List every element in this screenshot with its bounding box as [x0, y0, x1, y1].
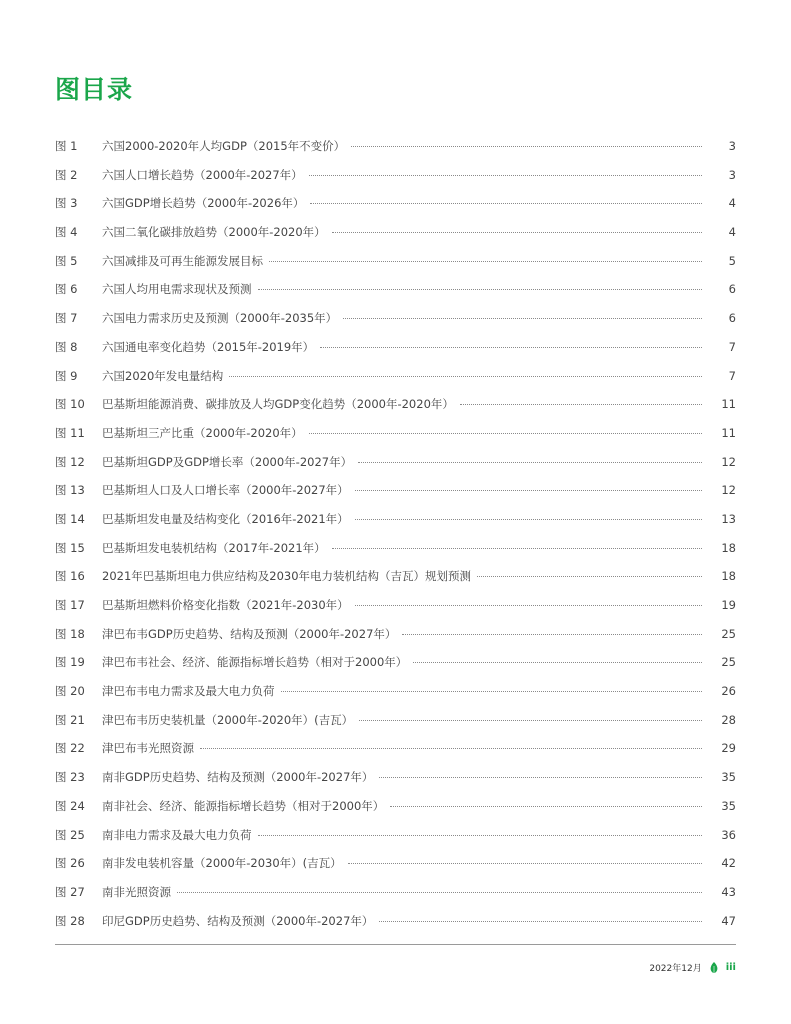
figure-page-number: 18	[721, 540, 736, 555]
dot-leader	[320, 347, 702, 348]
figure-page-number: 12	[721, 454, 736, 469]
toc-entry[interactable]	[55, 390, 736, 419]
figure-title: 津巴布韦光照资源	[102, 741, 194, 756]
figure-page-number: 25	[721, 655, 736, 670]
toc-entry[interactable]	[55, 821, 736, 850]
figure-title: 六国2000-2020年人均GDP（2015年不变价）	[102, 139, 346, 153]
dot-leader	[343, 318, 702, 319]
figure-title: 六国2020年发电量结构	[102, 368, 224, 383]
toc-entry[interactable]	[55, 849, 736, 878]
figure-page-number: 35	[721, 770, 736, 785]
dot-leader	[359, 720, 702, 721]
figure-number: 图 24	[55, 798, 85, 813]
dot-leader	[390, 806, 702, 807]
figure-page-number: 4	[728, 196, 736, 211]
figure-number: 图 14	[55, 511, 85, 526]
figure-page-number: 11	[721, 425, 736, 440]
toc-entry[interactable]	[55, 419, 736, 448]
toc-entry[interactable]	[55, 304, 736, 333]
dot-leader	[229, 376, 702, 377]
figure-number: 图 26	[55, 856, 85, 871]
dot-leader	[379, 777, 702, 778]
figure-number: 图 12	[55, 454, 85, 469]
figure-page-number: 6	[728, 311, 736, 326]
toc-entry[interactable]	[55, 448, 736, 477]
figure-title: 津巴布韦GDP历史趋势、结构及预测（2000年-2027年）	[102, 626, 397, 641]
figure-number: 图 11	[55, 425, 85, 440]
figure-page-number: 12	[721, 483, 736, 498]
page-title: 图目录	[55, 75, 134, 104]
figure-title: 津巴布韦电力需求及最大电力负荷	[102, 684, 275, 699]
figure-number: 图 15	[55, 540, 85, 555]
toc-entry[interactable]	[55, 189, 736, 218]
figure-title: 六国电力需求历史及预测（2000年-2035年）	[102, 311, 338, 326]
figure-number: 图 25	[55, 827, 85, 842]
figure-page-number: 29	[721, 741, 736, 756]
figure-number: 图 10	[55, 397, 85, 412]
dot-leader	[402, 634, 702, 635]
figure-page-number: 43	[721, 884, 736, 899]
figure-title: 南非电力需求及最大电力负荷	[102, 827, 252, 842]
figure-title: 印尼GDP历史趋势、结构及预测（2000年-2027年）	[102, 913, 374, 928]
dot-leader	[258, 289, 703, 290]
dot-leader	[379, 921, 702, 922]
toc-entry[interactable]	[55, 878, 736, 907]
figure-number: 图 1	[55, 139, 78, 153]
figure-number: 图 21	[55, 712, 85, 727]
dot-leader	[355, 605, 702, 606]
figure-number: 图 3	[55, 196, 78, 211]
figure-page-number: 7	[728, 339, 736, 354]
figure-title: 南非GDP历史趋势、结构及预测（2000年-2027年）	[102, 770, 374, 785]
figure-page-number: 3	[728, 167, 736, 182]
dot-leader	[269, 261, 702, 262]
toc-entry[interactable]	[55, 907, 736, 936]
dot-leader	[413, 662, 702, 663]
footer-divider	[55, 944, 736, 945]
figure-title: 六国二氧化碳排放趋势（2000年-2020年）	[102, 225, 326, 240]
figure-title: 南非发电装机容量（2000年-2030年）(吉瓦）	[102, 856, 342, 871]
figure-page-number: 4	[728, 225, 736, 240]
toc-entry[interactable]	[55, 161, 736, 190]
dot-leader	[310, 203, 702, 204]
dot-leader	[355, 519, 702, 520]
figure-page-number: 11	[721, 397, 736, 412]
toc-entry[interactable]	[55, 620, 736, 649]
figure-title: 2021年巴基斯坦电力供应结构及2030年电力装机结构（吉瓦）规划预测	[102, 569, 472, 584]
figure-title: 巴基斯坦三产比重（2000年-2020年）	[102, 425, 303, 440]
dot-leader	[348, 863, 702, 864]
dot-leader	[355, 490, 702, 491]
figure-title: 南非社会、经济、能源指标增长趋势（相对于2000年）	[102, 798, 385, 813]
figure-page-number: 18	[721, 569, 736, 584]
figure-number: 图 20	[55, 684, 85, 699]
toc-entry[interactable]	[55, 734, 736, 763]
figure-page-number: 19	[721, 598, 736, 612]
figure-page-number: 42	[721, 856, 736, 871]
dot-leader	[177, 892, 702, 893]
dot-leader	[460, 404, 702, 405]
figure-title: 南非光照资源	[102, 884, 171, 899]
toc-entry[interactable]	[55, 218, 736, 247]
figure-page-number: 5	[728, 253, 736, 268]
toc-entry[interactable]	[55, 333, 736, 362]
figure-page-number: 26	[721, 684, 736, 699]
footer-date: 2022年12月	[649, 964, 702, 974]
figure-number: 图 2	[55, 167, 78, 182]
figure-title: 巴基斯坦GDP及GDP增长率（2000年-2027年）	[102, 454, 353, 469]
figure-title: 六国人口增长趋势（2000年-2027年）	[102, 167, 303, 182]
dot-leader	[358, 462, 702, 463]
page-number: iii	[725, 962, 736, 973]
figure-number: 图 8	[55, 339, 78, 354]
toc-entry[interactable]	[55, 706, 736, 735]
figure-number: 图 7	[55, 311, 78, 326]
dot-leader	[351, 146, 702, 147]
figure-number: 图 27	[55, 884, 85, 899]
figure-number: 图 9	[55, 368, 78, 383]
figure-title: 巴基斯坦能源消费、碳排放及人均GDP变化趋势（2000年-2020年）	[102, 397, 454, 412]
figure-page-number: 6	[728, 282, 736, 297]
toc-entry[interactable]	[55, 275, 736, 304]
toc-entry[interactable]	[55, 362, 736, 391]
leaf-icon	[710, 962, 718, 974]
toc-entry[interactable]	[55, 648, 736, 677]
figure-number: 图 4	[55, 225, 78, 240]
figure-page-number: 36	[721, 827, 736, 842]
dot-leader	[477, 576, 702, 577]
toc-entry[interactable]	[55, 505, 736, 534]
figure-page-number: 25	[721, 626, 736, 641]
dot-leader	[200, 748, 702, 749]
figure-number: 图 19	[55, 655, 85, 670]
toc-entry[interactable]	[55, 763, 736, 792]
figure-number: 图 18	[55, 626, 85, 641]
figure-page-number: 35	[721, 798, 736, 813]
figure-number: 图 6	[55, 282, 78, 297]
figure-number: 图 17	[55, 598, 85, 612]
figure-title: 巴基斯坦人口及人口增长率（2000年-2027年）	[102, 483, 349, 498]
toc-entry[interactable]	[55, 591, 736, 620]
figure-number: 图 23	[55, 770, 85, 785]
toc-entry[interactable]	[55, 534, 736, 563]
figure-number: 图 16	[55, 569, 85, 584]
toc-entry[interactable]	[55, 132, 736, 161]
dot-leader	[281, 691, 703, 692]
toc-entry[interactable]	[55, 562, 736, 591]
toc-entry[interactable]	[55, 677, 736, 706]
page-footer	[649, 961, 736, 974]
figure-title: 巴基斯坦燃料价格变化指数（2021年-2030年）	[102, 598, 349, 612]
dot-leader	[258, 835, 703, 836]
dot-leader	[332, 548, 702, 549]
figure-title: 津巴布韦历史装机量（2000年-2020年）(吉瓦）	[102, 712, 354, 727]
figure-list	[55, 132, 736, 935]
figure-page-number: 7	[728, 368, 736, 383]
toc-entry[interactable]	[55, 792, 736, 821]
figure-number: 图 28	[55, 913, 85, 928]
figure-title: 津巴布韦社会、经济、能源指标增长趋势（相对于2000年）	[102, 655, 408, 670]
figure-title: 六国减排及可再生能源发展目标	[102, 253, 263, 268]
figure-page-number: 28	[721, 712, 736, 727]
figure-title: 巴基斯坦发电量及结构变化（2016年-2021年）	[102, 511, 349, 526]
figure-page-number: 3	[728, 139, 736, 153]
figure-number: 图 13	[55, 483, 85, 498]
figure-title: 六国人均用电需求现状及预测	[102, 282, 252, 297]
figure-title: 六国GDP增长趋势（2000年-2026年）	[102, 196, 305, 211]
dot-leader	[332, 232, 702, 233]
dot-leader	[309, 175, 702, 176]
figure-number: 图 5	[55, 253, 78, 268]
figure-number: 图 22	[55, 741, 85, 756]
toc-entry[interactable]	[55, 476, 736, 505]
figure-title: 巴基斯坦发电装机结构（2017年-2021年）	[102, 540, 326, 555]
figure-title: 六国通电率变化趋势（2015年-2019年）	[102, 339, 315, 354]
figure-page-number: 47	[721, 913, 736, 928]
toc-entry[interactable]	[55, 247, 736, 276]
figure-page-number: 13	[721, 511, 736, 526]
dot-leader	[309, 433, 702, 434]
